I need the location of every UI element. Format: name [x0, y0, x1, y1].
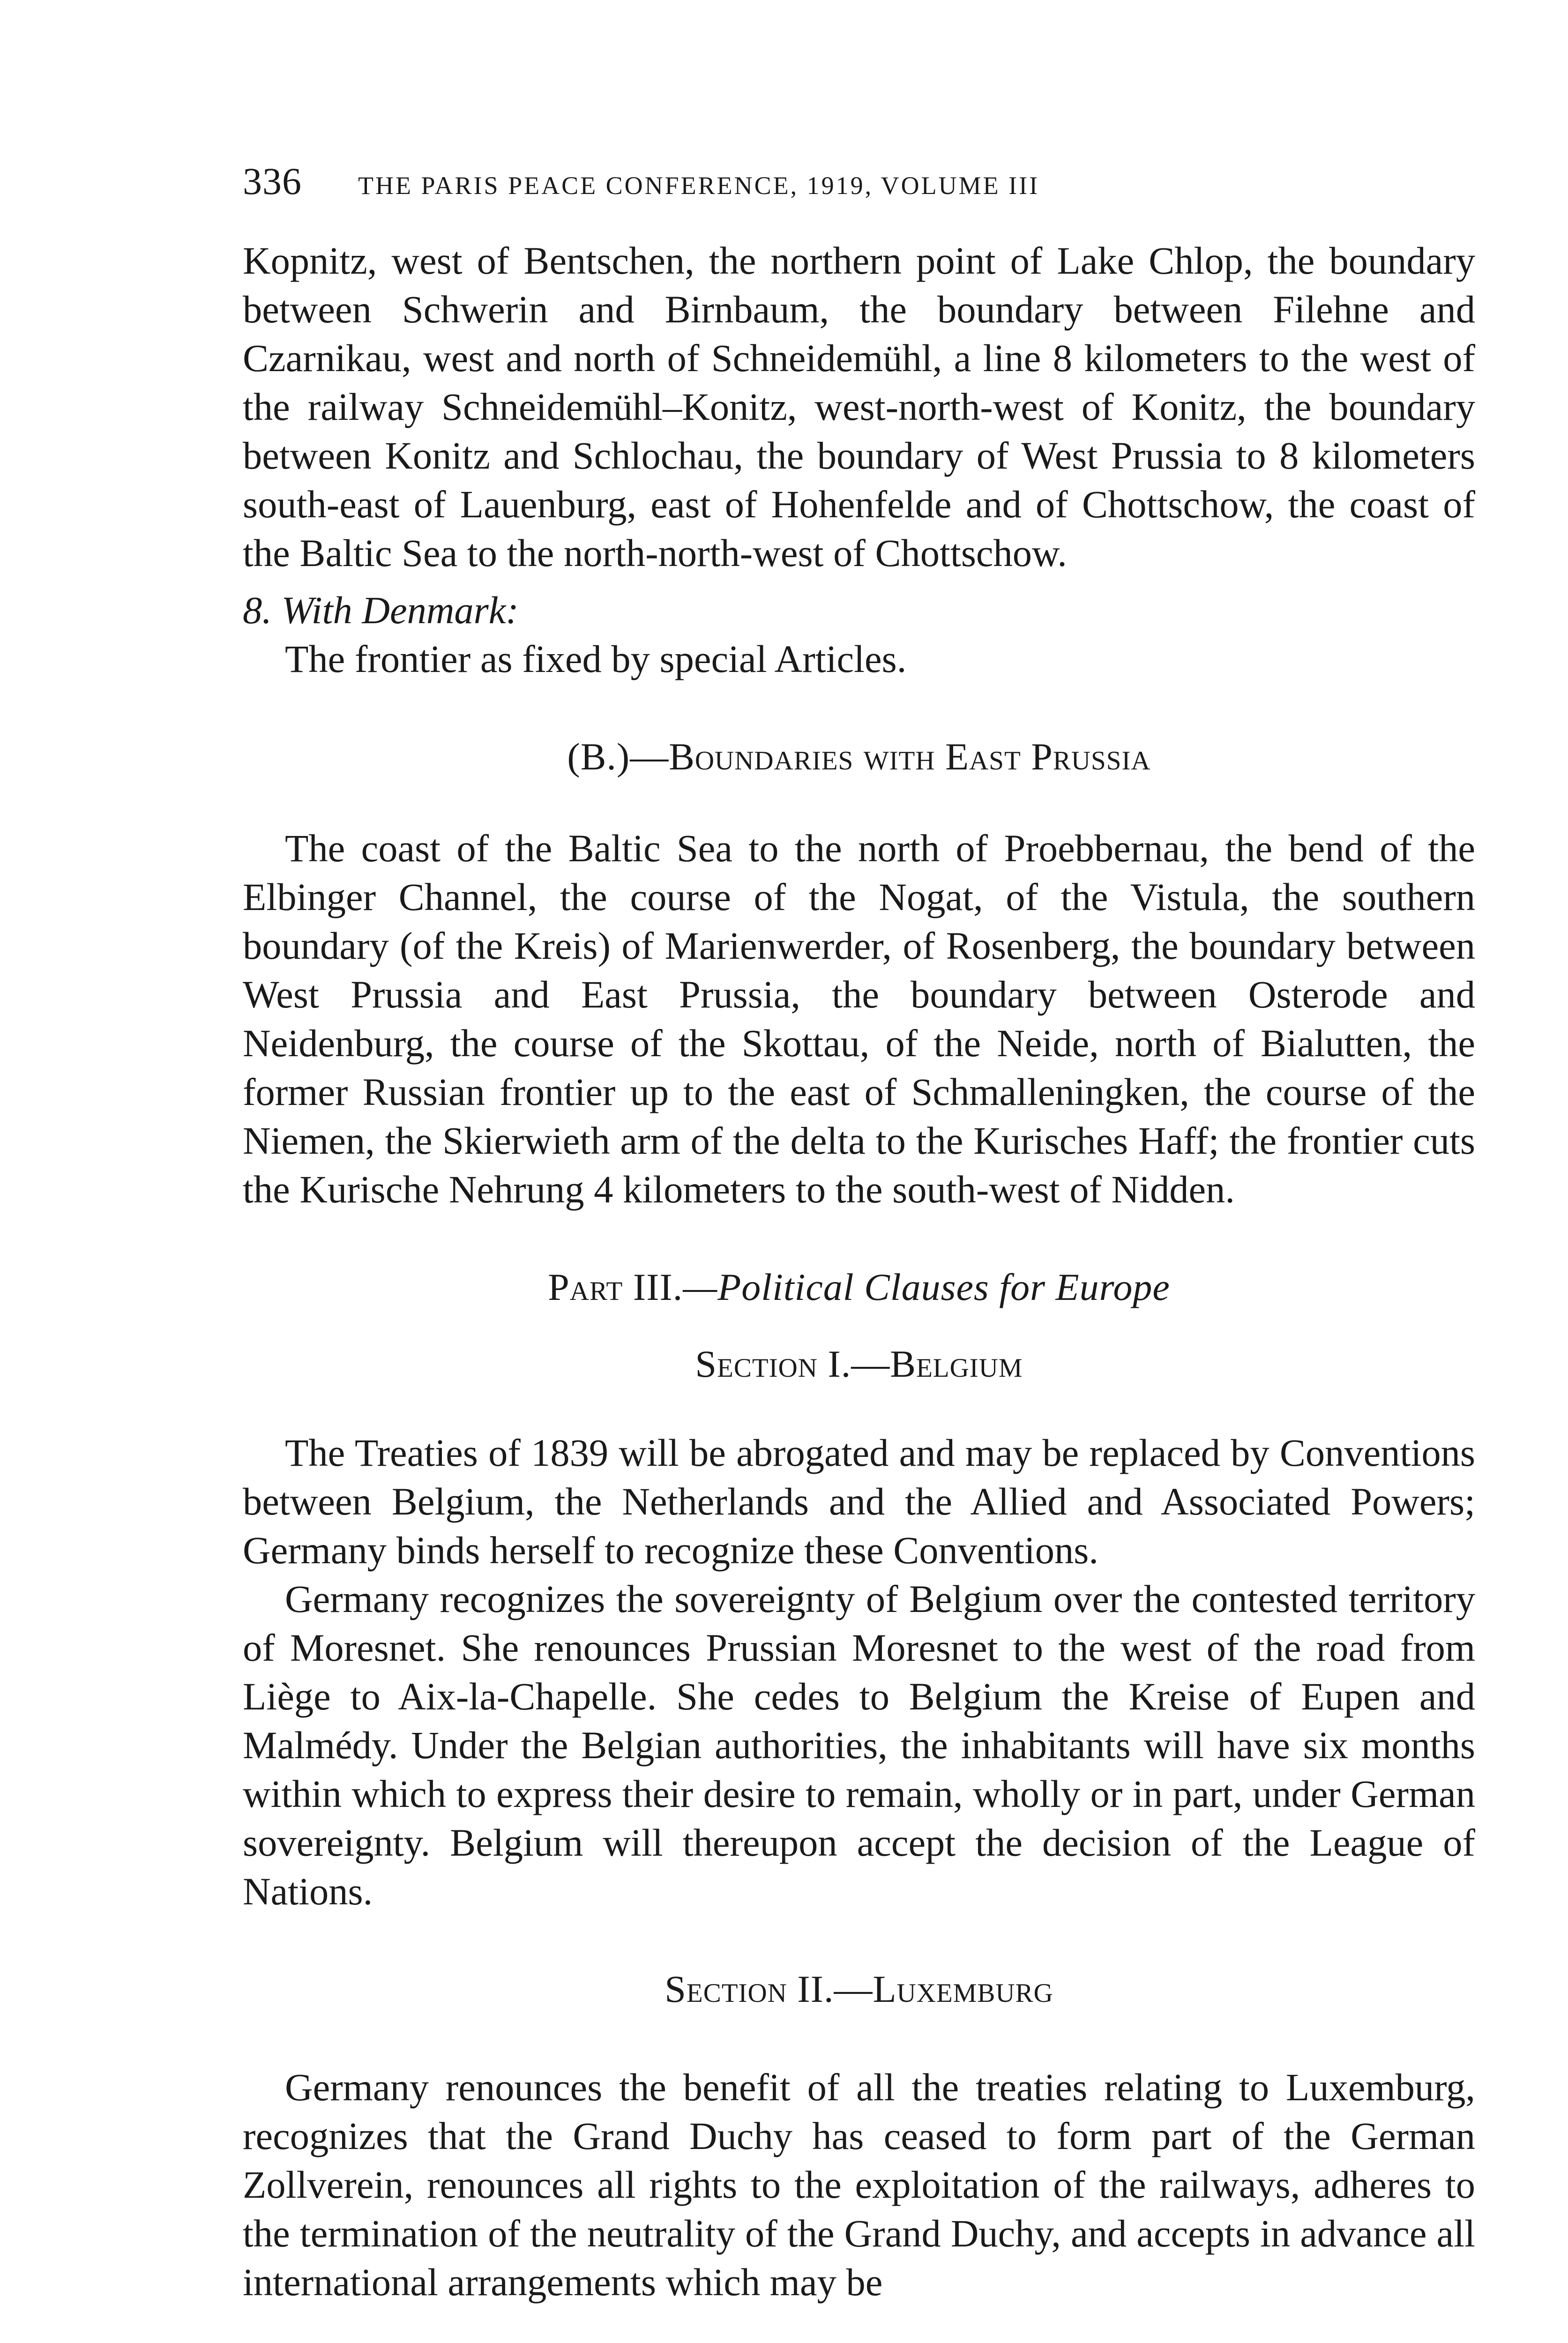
- page-number: 336: [243, 160, 302, 202]
- heading-section-i: [243, 1342, 1475, 1386]
- running-header: [243, 159, 1475, 203]
- item-8: [243, 586, 1475, 634]
- paragraph-luxemburg: Germany renounces the benefit of all the treaties relating to Luxemburg, recognizes that the Grand Duchy has ceased to form part of the German Zollverein, renounces all rights to the exploitation of the railways, adheres to the termination of the neutrality of the Grand Duchy, and accepts in advance all international arrangements which may be: [243, 2066, 1475, 2304]
- heading-b-title: Boundaries with East Prussia: [669, 735, 1151, 778]
- paragraph-belgium-1: The Treaties of 1839 will be abrogated and may be replaced by Conventions between Belgium, the Netherlands and the Allied and Associated Powers; Germany binds herself to recognize these Conventions.: [243, 1431, 1475, 1572]
- heading-b-prefix: (B.)—: [567, 735, 669, 778]
- section-2-label: Section II.: [665, 1968, 834, 2010]
- paragraph-belgium-2: Germany recognizes the sovereignty of Belgium over the contested territory of Moresnet. She renounces Prussian Moresnet to the west of the road from Liège to Aix-la-Chapelle. She cedes to Belgium the Kreise of Eupen and Malmédy. Under the Belgian authorities, the inhabitants will have six months within which to express their desire to remain, wholly or in part, under German sovereignty. Belgium will thereupon accept the decision of the League of Nations.: [243, 1577, 1475, 1913]
- heading-part-iii: [243, 1265, 1475, 1309]
- paragraph-boundary-continuation: Kopnitz, west of Bentschen, the northern point of Lake Chlop, the boundary between Schwerin and Birnbaum, the boundary between Filehne and Czarnikau, west and north of Schneidemühl, a line 8 kilometers to the west of the railway Schneidemühl–Konitz, west-north-west of Konitz, the boundary between Konitz and Schlochau, the boundary of West Prussia to 8 kilometers south-east of Lauenburg, east of Hohenfelde and of Chottschow, the coast of the Baltic Sea to the north-north-west of Chottschow.: [243, 239, 1475, 575]
- paragraph-east-prussia: The coast of the Baltic Sea to the north of Proebbernau, the bend of the Elbinger Channel, the course of the Nogat, of the Vistula, the southern boundary (of the Kreis) of Marienwerder, of Rosenberg, the boundary between West Prussia and East Prussia, the boundary between Osterode and Neidenburg, the course of the Skottau, of the Neide, north of Bialutten, the former Russian frontier up to the east of Schmalleningken, the course of the Niemen, the Skierwieth arm of the delta to the Kurisches Haff; the frontier cuts the Kurische Nehrung 4 kilometers to the south-west of Nidden.: [243, 827, 1475, 1211]
- item-8-number: 8.: [243, 589, 272, 632]
- section-1-label: Section I.: [695, 1343, 851, 1385]
- section-1-title: —Belgium: [851, 1343, 1023, 1385]
- item-8-label: With Denmark:: [281, 589, 519, 632]
- running-title: THE PARIS PEACE CONFERENCE, 1919, VOLUME III: [358, 172, 1040, 200]
- heading-boundaries-east-prussia: [243, 735, 1475, 779]
- section-2-title: —Luxemburg: [834, 1968, 1053, 2010]
- item-8-text: The frontier as fixed by special Articles.: [285, 637, 907, 680]
- heading-section-ii: [243, 1967, 1475, 2011]
- part-label: Part III.: [548, 1266, 683, 1308]
- part-title: —Political Clauses for Europe: [683, 1266, 1170, 1308]
- document-page: [243, 159, 1475, 2306]
